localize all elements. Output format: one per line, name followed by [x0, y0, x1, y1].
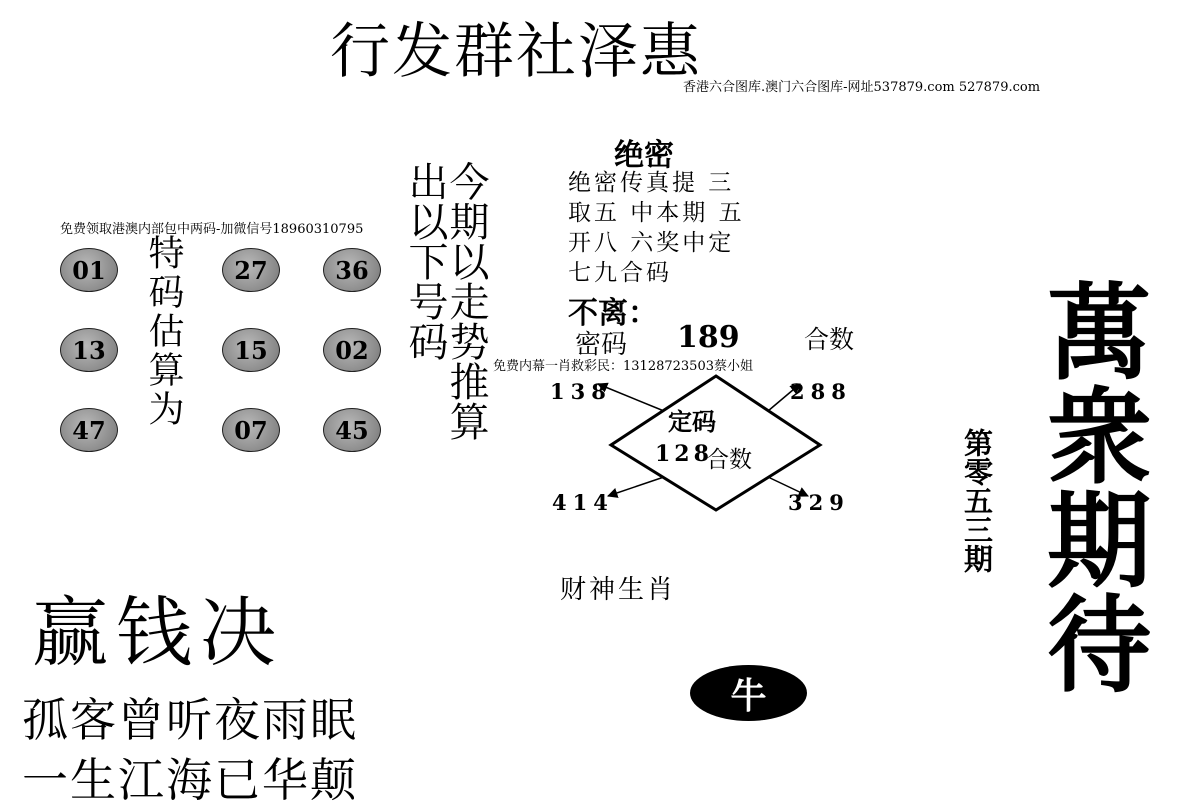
dingma-label: 定码 [668, 408, 716, 436]
page-title: 行发群社泽惠 [330, 17, 702, 87]
juemi-line: 取五 中本期 五 [568, 200, 745, 226]
yingqian-title: 赢钱决 [32, 588, 284, 677]
slogan: 萬衆期待 [1029, 278, 1153, 694]
corner-number-top-right: 288 [790, 379, 852, 404]
trend-column-left: 出以下号码 [402, 161, 448, 361]
number-ball: 07 [222, 408, 280, 452]
juemi-line: 绝密传真提 三 [568, 170, 735, 196]
promo-wechat-note: 免费领取港澳内部包中两码-加微信号18960310795 [60, 222, 364, 237]
number-ball: 47 [60, 408, 118, 452]
promo-phone-note: 免费内幕一肖救彩民：13128723503蔡小姐 [493, 359, 753, 374]
buli-heading: 不离： [568, 296, 658, 331]
issue-number: 第零五三期 [960, 428, 994, 573]
heshu-label: 合数 [804, 325, 855, 354]
corner-number-bottom-left: 414 [552, 490, 614, 515]
number-ball: 13 [60, 328, 118, 372]
caishen-label: 财神生肖 [560, 575, 677, 605]
tema-estimate-label: 特码估算为 [143, 234, 184, 429]
trend-column-right: 今期以走势推算 [443, 161, 489, 441]
number-ball: 36 [323, 248, 381, 292]
poem-line: 一生江海已华颠 [22, 753, 358, 807]
arrow-bottom-left [608, 477, 664, 496]
juemi-line: 开八 六奖中定 [568, 230, 735, 256]
number-ball: 15 [222, 328, 280, 372]
mima-label: 密码 [575, 330, 628, 360]
number-ball: 45 [323, 408, 381, 452]
dingma-heshu: 合数 [706, 447, 752, 473]
poem-line: 孤客曾听夜雨眠 [22, 693, 358, 747]
number-ball: 27 [222, 248, 280, 292]
juemi-line: 七九合码 [568, 260, 672, 286]
corner-number-bottom-right: 329 [788, 490, 850, 515]
number-ball: 02 [323, 328, 381, 372]
juemi-heading: 绝密 [614, 138, 674, 173]
dingma-value: 128 [655, 441, 713, 467]
corner-number-top-left: 138 [550, 379, 612, 404]
mima-number: 189 [677, 320, 740, 355]
number-ball: 01 [60, 248, 118, 292]
zodiac-badge: 牛 [690, 665, 807, 721]
site-address-note: 香港六合图库.澳门六合图库-网址537879.com 527879.com [683, 80, 1041, 95]
